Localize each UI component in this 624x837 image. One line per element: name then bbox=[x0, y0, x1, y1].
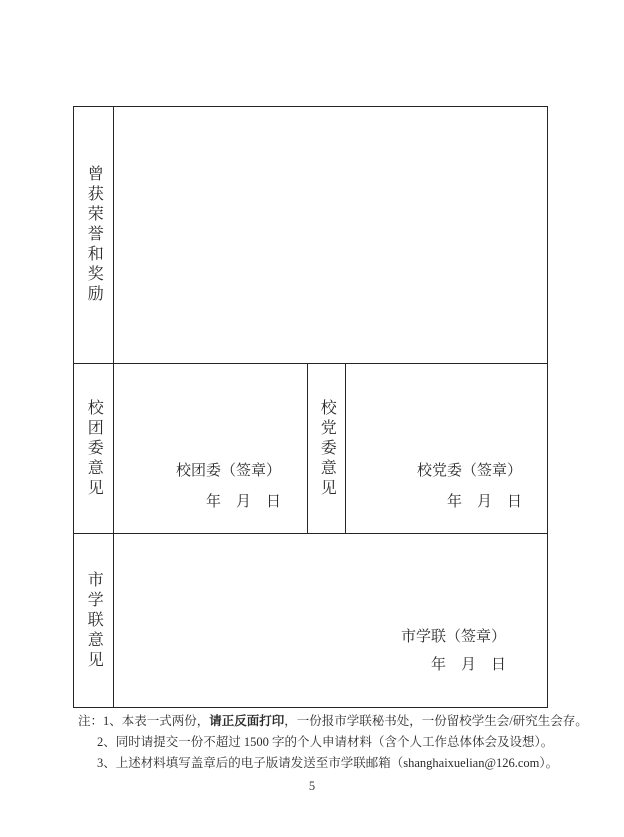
federation-label: 市学联意见 bbox=[85, 570, 103, 671]
party-committee-label: 校党委意见 bbox=[318, 398, 336, 499]
party-committee-opinion-cell bbox=[346, 364, 547, 533]
footnote-marker: 注： bbox=[78, 714, 104, 728]
footnote-1-pre: 1、本表一式两份， bbox=[103, 714, 210, 728]
party-committee-signature-line: 校党委（签章） bbox=[416, 463, 522, 479]
honors-label: 曾获荣誉和奖励 bbox=[85, 165, 103, 305]
party-committee-label-cell bbox=[308, 364, 346, 533]
federation-opinion-cell bbox=[114, 534, 547, 707]
league-committee-signature-line: 校团委（签章） bbox=[175, 463, 281, 479]
footnote-2: 2、同时请提交一份不超过 1500 字的个人申请材料（含个人工作总体体会及设想）。 bbox=[97, 735, 554, 749]
footnote-1-post: ，一份报市学联秘书处，一份留校学生会/研究生会存。 bbox=[284, 714, 588, 728]
party-committee-date-line: 年 月 日 bbox=[446, 494, 522, 510]
league-committee-opinion-cell bbox=[114, 364, 308, 533]
league-committee-date-line: 年 月 日 bbox=[205, 494, 281, 510]
federation-signature-line: 市学联（签章） bbox=[400, 629, 506, 645]
federation-date-line: 年 月 日 bbox=[430, 657, 506, 673]
committees-row bbox=[74, 363, 547, 534]
federation-label-cell bbox=[74, 534, 114, 707]
honors-content-cell bbox=[114, 107, 547, 363]
league-committee-label: 校团委意见 bbox=[85, 398, 103, 499]
approval-table bbox=[73, 106, 548, 708]
footnotes bbox=[78, 711, 588, 774]
footnote-1-text bbox=[103, 711, 588, 732]
honors-row bbox=[74, 107, 547, 363]
footnote-3: 3、上述材料填写盖章后的电子版请发送至市学联邮箱（shanghaixuelian@126.com）。 bbox=[97, 756, 559, 770]
footnote-1-bold: 请正反面打印 bbox=[209, 714, 285, 728]
footnote-1 bbox=[78, 711, 588, 732]
honors-label-cell bbox=[74, 107, 114, 363]
federation-row bbox=[74, 534, 547, 707]
page-number: 5 bbox=[308, 779, 316, 793]
league-committee-label-cell bbox=[74, 364, 114, 533]
